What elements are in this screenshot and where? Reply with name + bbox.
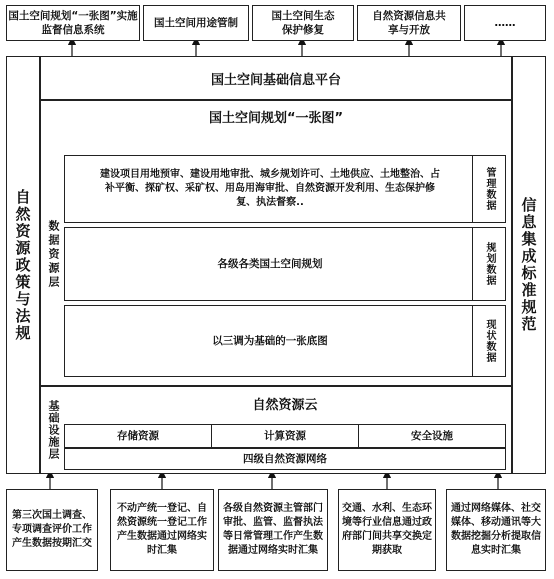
app-label: 国土空间生态保护修复 (271, 10, 335, 36)
right-pillar-label: 信息集成标准规范 (519, 197, 538, 333)
cloud-resource-security (358, 424, 506, 448)
data-row-management (64, 155, 506, 223)
source-label: 第三次国土调查、专项调查评价工作产生数据按期汇交 (12, 510, 92, 549)
source-box-registration (110, 489, 214, 571)
data-row-planning (64, 227, 506, 301)
left-pillar-policy (6, 56, 40, 474)
data-tag-box (472, 156, 505, 222)
source-label: 通过网络媒体、社交媒体、移动通讯等大数据挖掘分析提取信息实时汇集 (451, 503, 541, 556)
app-box-land-use-control (143, 5, 249, 41)
platform-title-box (40, 56, 512, 100)
cloud-resource-storage (64, 424, 212, 448)
data-layer-label-box (44, 155, 62, 355)
platform-title: 国土空间基础信息平台 (210, 72, 341, 88)
app-box-eco-restoration (252, 5, 354, 41)
data-tag-box (472, 228, 505, 300)
infra-label: 基础设施层 (47, 400, 60, 460)
app-label: 自然资源信息共享与开放 (372, 10, 446, 36)
data-row-current-state (64, 305, 506, 377)
onemap-title: 国土空间规划“一张图” (208, 110, 344, 126)
cloud-resource-label: 安全设施 (411, 430, 453, 442)
data-row-content (65, 156, 475, 222)
data-tag: 现状数据 (484, 319, 495, 363)
network-label: 四级自然资源网络 (243, 453, 327, 465)
cloud-resource-compute (211, 424, 359, 448)
source-label: 交通、水利、生态环境等行业信息通过政府部门间共享交换定期获取 (342, 503, 432, 556)
left-pillar-label: 自然资源政策与法规 (13, 188, 32, 342)
right-pillar-standards (512, 56, 546, 474)
cloud-title-row (64, 390, 506, 416)
app-label: 国土空间规划“一张图”实施监督信息系统 (8, 10, 138, 36)
app-label: …… (494, 17, 516, 29)
data-tag: 管理数据 (484, 167, 495, 211)
data-tag-box (472, 306, 505, 376)
data-row-text: 建设项目用地预审、建设用地审批、城乡规划许可、土地供应、土地整治、占补平衡、探矿权、采矿权、用岛用海审批、自然资源开发利用、生态保护修复、执法督察.. (100, 169, 440, 208)
data-row-content (65, 306, 475, 376)
data-layer-label: 数据资源层 (47, 220, 60, 290)
cloud-resource-label: 存储资源 (117, 430, 159, 442)
source-box-survey (6, 489, 98, 571)
source-box-management (218, 489, 328, 571)
cloud-resource-label: 计算资源 (264, 430, 306, 442)
app-box-info-sharing (357, 5, 461, 41)
app-box-more (464, 5, 546, 41)
cloud-title: 自然资源云 (252, 397, 318, 413)
infra-label-box (42, 392, 64, 468)
data-row-content (65, 228, 475, 300)
app-label: 国土空间用途管制 (154, 17, 238, 29)
data-tag: 规划数据 (484, 242, 495, 286)
source-label: 不动产统一登记、自然资源统一登记工作产生数据通过网络实时汇集 (117, 503, 207, 556)
data-row-text: 各级各类国土空间规划 (217, 258, 323, 270)
source-box-bigdata (446, 489, 546, 571)
source-box-industry (338, 489, 436, 571)
network-box (64, 448, 506, 470)
source-label: 各级自然资源主管部门审批、监管、监督执法等日常管理工作产生数据通过网络实时汇集 (223, 503, 323, 556)
data-row-text: 以三调为基础的一张底图 (212, 335, 328, 347)
app-box-onemap-system (6, 5, 140, 41)
onemap-title-row (41, 105, 511, 127)
